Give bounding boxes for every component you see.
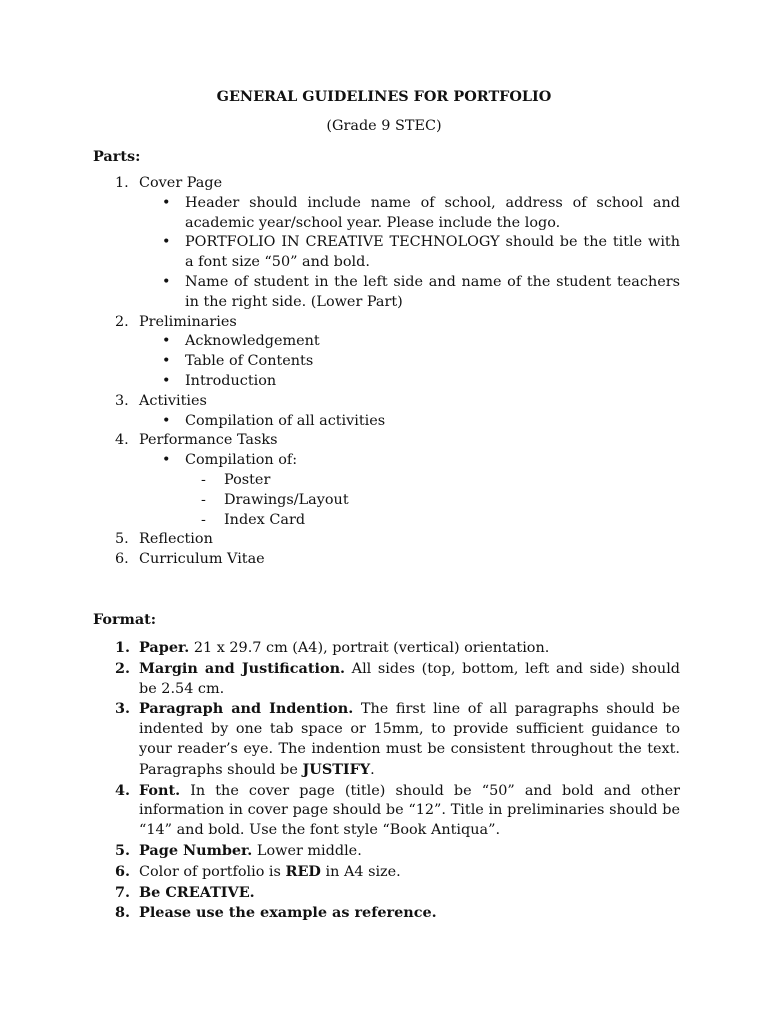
format-term: Font.: [139, 781, 181, 799]
dash-item: [115, 511, 680, 531]
dash-text: Drawings/Layout: [224, 491, 349, 508]
list-number: 5.: [115, 531, 129, 548]
format-term: Paper.: [139, 639, 190, 656]
bullet-item: [115, 352, 680, 372]
bullet-item: [115, 273, 680, 313]
list-number: 1.: [115, 175, 129, 191]
dash-icon: -: [201, 511, 206, 528]
list-number: 4.: [115, 781, 131, 799]
dash-text: Index Card: [224, 511, 306, 528]
list-label: Curriculum Vitae: [139, 551, 265, 568]
bullet-text: Name of student in the left side and name of the student teachers in the right side. (Lower Part): [185, 273, 680, 310]
bullet-icon: •: [162, 372, 171, 389]
list-number: 6.: [115, 862, 131, 880]
format-text: In the cover page (title) should be “50” and bold and other information in cover page should be “12”. Title in preliminaries should be “14” and bold. Use the font style “Book Antiqua”.: [139, 782, 680, 839]
format-term: Margin and Justification.: [139, 659, 346, 677]
bullet-item: [115, 412, 680, 432]
list-item: [115, 883, 680, 904]
list-number: 6.: [115, 551, 129, 568]
list-number: 7.: [115, 883, 131, 901]
list-item: [115, 841, 680, 862]
bullet-text: Introduction: [185, 372, 277, 389]
list-item: [115, 638, 680, 659]
format-text: Lower middle.: [252, 842, 362, 859]
format-text-end: .: [370, 761, 375, 778]
document-subtitle: (Grade 9 STEC): [326, 118, 442, 134]
list-item: [115, 781, 680, 841]
list-number: 4.: [115, 432, 129, 449]
format-text: The first line of all paragraphs should be indented by one tab space or 15mm, to provide sufficient guidance to your reader’s eye. The indention must be consistent throughout the text. Paragraphs should be: [139, 701, 680, 778]
parts-list: [115, 174, 680, 570]
list-number: 2.: [115, 659, 131, 677]
list-item: [115, 699, 680, 780]
format-term: Be CREATIVE.: [139, 883, 255, 901]
dash-item: [115, 491, 680, 511]
list-number: 3.: [115, 392, 129, 409]
format-term: Paragraph and Indention.: [139, 700, 354, 718]
list-number: 5.: [115, 841, 131, 859]
bullet-text: Compilation of all activities: [185, 412, 386, 429]
bullet-text: Table of Contents: [185, 353, 314, 370]
list-label: Cover Page: [139, 175, 223, 191]
bullet-icon: •: [162, 273, 171, 290]
list-item: [115, 392, 680, 412]
parts-heading: Parts:: [93, 148, 141, 165]
list-item: [115, 431, 680, 451]
bullet-icon: •: [162, 353, 171, 370]
bullet-item: [115, 233, 680, 273]
list-item: [115, 313, 680, 333]
list-number: 1.: [115, 639, 131, 656]
list-item: [115, 174, 680, 194]
format-list: [115, 638, 680, 924]
bullet-icon: •: [162, 234, 171, 251]
list-number: 3.: [115, 700, 131, 718]
list-label: Performance Tasks: [139, 432, 278, 449]
list-number: 2.: [115, 313, 129, 330]
bullet-text: Acknowledgement: [185, 333, 320, 350]
document-title: GENERAL GUIDELINES FOR PORTFOLIO: [216, 88, 552, 105]
bullet-item: [115, 194, 680, 234]
bullet-icon: •: [162, 194, 171, 211]
dash-text: Poster: [224, 471, 271, 488]
bullet-item: [115, 451, 680, 471]
bullet-text: PORTFOLIO IN CREATIVE TECHNOLOGY should be the title with a font size “50” and bold.: [185, 234, 680, 271]
bullet-icon: •: [162, 452, 171, 469]
list-label: Reflection: [139, 531, 213, 548]
format-text: 21 x 29.7 cm (A4), portrait (vertical) orientation.: [189, 640, 550, 656]
list-label: Activities: [139, 392, 207, 409]
list-item: [115, 530, 680, 550]
dash-item: [115, 471, 680, 491]
format-term: Please use the example as reference.: [139, 904, 437, 922]
dash-icon: -: [201, 491, 206, 508]
format-text-end: in A4 size.: [320, 863, 401, 880]
list-label: Preliminaries: [139, 313, 237, 330]
format-emphasis: RED: [285, 862, 321, 880]
bullet-item: [115, 332, 680, 352]
format-emphasis: JUSTIFY: [302, 760, 371, 778]
format-text: All sides (top, bottom, left and side) should be 2.54 cm.: [139, 660, 681, 697]
dash-icon: -: [201, 471, 206, 488]
format-heading: Format:: [93, 611, 157, 628]
bullet-text: Compilation of:: [185, 452, 298, 469]
format-term: Page Number.: [139, 841, 253, 859]
list-item: [115, 659, 680, 700]
bullet-item: [115, 372, 680, 392]
list-number: 8.: [115, 904, 131, 922]
bullet-text: Header should include name of school, address of school and academic year/school year. Please include the logo.: [185, 194, 680, 231]
list-item: [115, 550, 680, 570]
list-item: [115, 862, 680, 883]
format-text: Color of portfolio is: [139, 863, 286, 880]
bullet-icon: •: [162, 333, 171, 350]
bullet-icon: •: [162, 412, 171, 429]
list-item: [115, 903, 680, 924]
